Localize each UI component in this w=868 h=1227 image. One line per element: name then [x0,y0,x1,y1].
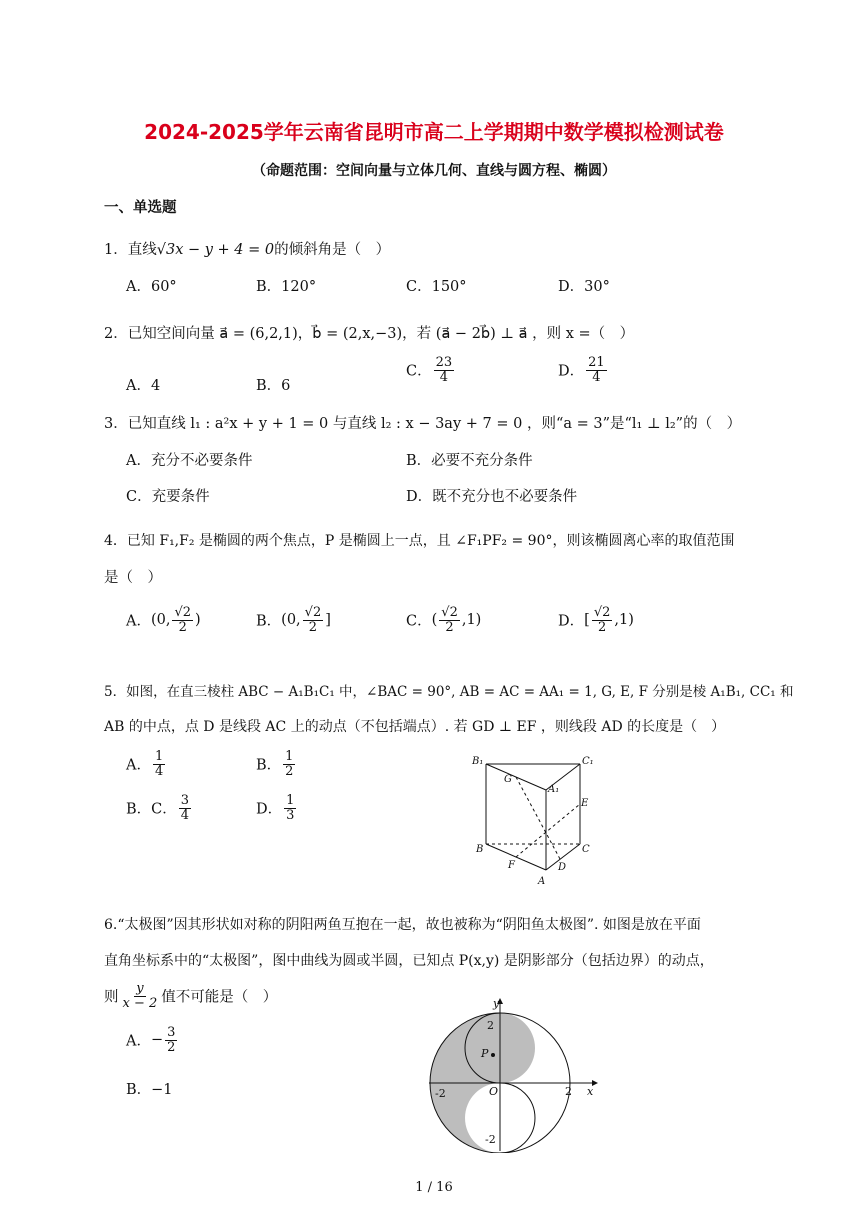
tick-label-y-2: 2 [487,1019,494,1032]
question-5-option-c [126,794,193,822]
x-axis-label: x [587,1085,594,1098]
question-1-option-b: B．120° [256,279,317,295]
label-c1: C₁ [582,756,594,767]
question-1-number: 1．直线 [104,242,157,258]
tick-label-x-neg2: -2 [435,1087,446,1100]
question-2-option-c [406,356,456,384]
label-e: E [581,798,589,809]
question-2-option-d-label: D． [558,363,585,380]
question-6-fraction-numerator: y [136,981,144,996]
label-b1: B₁ [472,756,484,767]
question-4-line-2: 是（ ） [104,570,162,586]
question-1-equation: √3x − y + 4 = 0 [156,242,275,258]
point-p-label: P [481,1047,489,1060]
question-3-option-a: A．充分不必要条件 [126,453,253,469]
point-p [491,1053,495,1057]
question-4-option-b-denominator: 2 [308,619,318,635]
question-6-line-3-suffix: 值不可能是（ ） [161,989,278,1006]
question-6-fraction-denominator: x − 2 [122,995,158,1011]
label-d: D [558,862,567,873]
y-axis-label: y [493,997,500,1010]
question-4-option-c-label: C． [406,613,432,630]
tick-label-y-neg2: -2 [485,1133,496,1146]
question-4-option-b-numerator: √2 [304,605,322,620]
question-4-option-a-label: A． [126,613,151,630]
question-2-option-d-numerator: 21 [588,355,605,370]
question-4-option-d-label: D． [558,613,585,630]
question-3-option-d: D．既不充分也不必要条件 [406,489,578,505]
question-5-option-b-denominator: 2 [285,763,294,779]
question-5-option-b-numerator: 1 [285,749,294,764]
question-3: 3．已知直线 l₁ : a²x + y + 1 = 0 与直线 l₂ : x − 3ay + 7 = 0 ，则“a = 3”是“l₁ ⊥ l₂”的（ ） [104,416,742,432]
question-4-option-d-right: ,1) [614,612,634,629]
label-f: F [508,860,515,871]
page-subtitle: （命题范围：空间向量与立体几何、直线与圆方程、椭圆） [252,163,616,179]
question-5-option-c-numerator: 3 [180,793,190,808]
question-5-option-c-denominator: 4 [180,807,190,823]
question-5-option-d-numerator: 1 [286,793,295,808]
question-4-option-d-numerator: √2 [593,605,611,620]
question-4-option-c-right: ,1) [461,612,482,629]
question-2-option-a: A．4 [126,378,161,394]
question-5-option-a-denominator: 4 [154,763,164,779]
question-4-option-b-right: ] [325,612,331,629]
question-5-option-a [126,750,167,778]
question-4-option-c-numerator: √2 [441,605,458,620]
question-4-option-d-denominator: 2 [597,619,607,635]
question-5-option-d-label: D． [256,801,283,818]
question-3-option-b: B．必要不充分条件 [406,453,533,469]
label-c: C [582,844,590,855]
label-a: A [538,876,546,887]
question-4-option-a-right: ) [195,612,201,629]
origin-label: O [489,1085,499,1098]
question-4-option-c [406,606,481,634]
question-4-option-d [558,606,634,634]
question-4-option-c-left: ( [431,612,438,629]
question-3-option-c: C．充要条件 [126,489,210,505]
question-5-option-d [256,794,298,822]
question-6-line-3 [104,982,277,1010]
question-4-option-c-denominator: 2 [445,619,454,635]
question-6-line-1: 6.“太极图”因其形状如对称的阴阳两鱼互抱在一起，故也被称为“阴阳鱼太极图”. 如图是放在平面 [104,917,701,933]
label-b: B [476,844,484,855]
question-5-option-b-label: B． [256,757,282,774]
question-5-line-2: AB 的中点，点 D 是线段 AC 上的动点（不包括端点）. 若 GD ⊥ EF ，则线段 AD 的长度是（ ） [104,719,726,735]
question-6-option-b: B．−1 [126,1082,173,1098]
question-2-option-c-denominator: 4 [439,369,449,385]
segment-fe [516,804,580,857]
question-2-option-b: B．6 [256,378,291,394]
question-4-option-a [126,606,201,634]
question-5-option-d-denominator: 3 [286,807,295,823]
prism-figure [468,752,608,888]
label-g: G [504,774,512,785]
question-2-option-c-numerator: 23 [435,355,453,370]
page-number: 1 / 16 [415,1180,453,1195]
section-heading: 一、单选题 [104,200,177,216]
question-4-option-b-label: B． [256,613,282,630]
question-4-option-a-denominator: 2 [178,619,187,635]
question-1-option-a: A．60° [126,279,177,295]
question-6-option-a [126,1026,179,1054]
question-1 [104,238,390,259]
question-6-option-a-numerator: 3 [167,1025,176,1040]
question-5-option-a-numerator: 1 [154,749,164,764]
question-2-option-d [558,356,609,384]
question-1-option-c: C．150° [406,279,467,295]
question-2: 2．已知空间向量 a⃗ = (6,2,1)，b⃗ = (2,x,−3)，若 (a⃗ − 2b⃗) ⊥ a⃗ ，则 x =（ ） [104,326,635,342]
tick-label-x-2: 2 [565,1085,572,1098]
question-4-option-d-left: [ [584,612,590,629]
question-6-option-a-sign: − [150,1032,164,1049]
question-5-option-b [256,750,297,778]
question-2-option-c-label: C． [406,363,432,380]
label-a1: A₁ [548,784,560,795]
question-5-option-a-label: A． [126,757,151,774]
question-5-option-c-label: B．C． [126,801,177,818]
question-5-line-1: 5．如图，在直三棱柱 ABC − A₁B₁C₁ 中，∠BAC = 90°, AB = AC = AA₁ = 1, G, E, F 分别是棱 A₁B₁, CC₁ 和 [104,684,794,700]
question-1-option-d: D．30° [558,279,610,295]
question-1-tail: 的倾斜角是（ ） [274,242,391,258]
question-2-option-d-denominator: 4 [592,369,601,385]
page-title: 2024-2025学年云南省昆明市高二上学期期中数学模拟检测试卷 [144,120,724,144]
question-6-option-a-denominator: 2 [167,1039,176,1055]
question-4-option-a-numerator: √2 [174,605,192,620]
taiji-figure [425,995,605,1153]
question-6-line-3-prefix: 则 [104,989,119,1006]
question-6-option-a-label: A． [126,1033,151,1050]
question-4-option-a-left: (0, [150,612,171,629]
question-4-option-b [256,606,331,634]
question-6-line-2: 直角坐标系中的“太极图”，图中曲线为圆或半圆，已知点 P(x,y) 是阴影部分（包括边界）的动点， [104,953,714,969]
question-4-option-b-left: (0, [281,612,301,629]
question-4-line-1: 4．已知 F₁,F₂ 是椭圆的两个焦点，P 是椭圆上一点，且 ∠F₁PF₂ = 90°，则该椭圆离心率的取值范围 [104,533,735,549]
